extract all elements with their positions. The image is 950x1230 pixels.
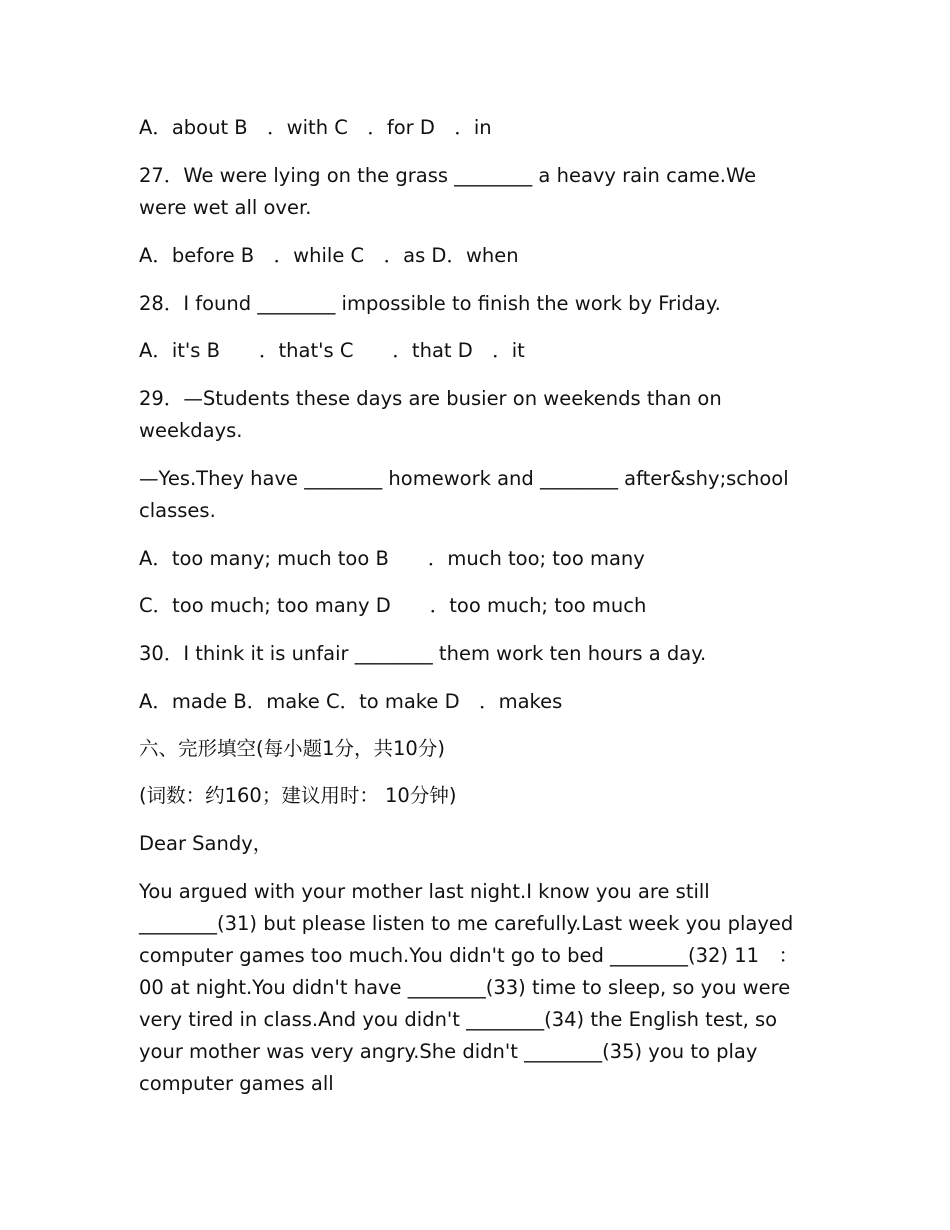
q26-options: A．about B ．with C ．for D ．in [139, 116, 492, 139]
q28-options: A．it's B ．that's C ．that D ．it [139, 339, 525, 362]
q27-stem: 27．We were lying on the grass ________ a heavy rain came.We were wet all over. [139, 164, 763, 219]
section-six-note: (词数：约160；建议用时： 10分钟) [139, 784, 457, 807]
q30-options: A．made B．make C．to make D ．makes [139, 690, 563, 713]
letter-paragraph: You argued with your mother last night.I know you are still ________(31) but please listen to me carefully.Last week you played computer games too much.You didn't go to bed ________(32) 11 ：00 at night.You didn't have ________(33) time to sleep, so you were very tired in class.And you didn't ________(34) the English test, so your mother was very angry.She didn't ________(35) you to play computer games all [139, 880, 800, 1095]
q28-stem: 28．I found ________ impossible to finish the work by Friday. [139, 292, 721, 315]
letter-salutation: Dear Sandy， [139, 832, 273, 855]
q30-stem: 30．I think it is unfair ________ them work ten hours a day. [139, 642, 707, 665]
q29-options-cd: C．too much; too many D ．too much; too much [139, 594, 647, 617]
section-six-heading: 六、完形填空(每小题1分，共10分) [139, 737, 445, 760]
document-body [139, 112, 799, 1100]
q29-reply: —Yes.They have ________ homework and ________ after&shy;school classes. [139, 467, 795, 522]
q29-stem: 29．—Students these days are busier on weekends than on weekdays. [139, 387, 728, 442]
q27-options: A．before B ．while C ．as D．when [139, 244, 519, 267]
q29-options-ab: A．too many; much too B ．much too; too many [139, 547, 645, 570]
